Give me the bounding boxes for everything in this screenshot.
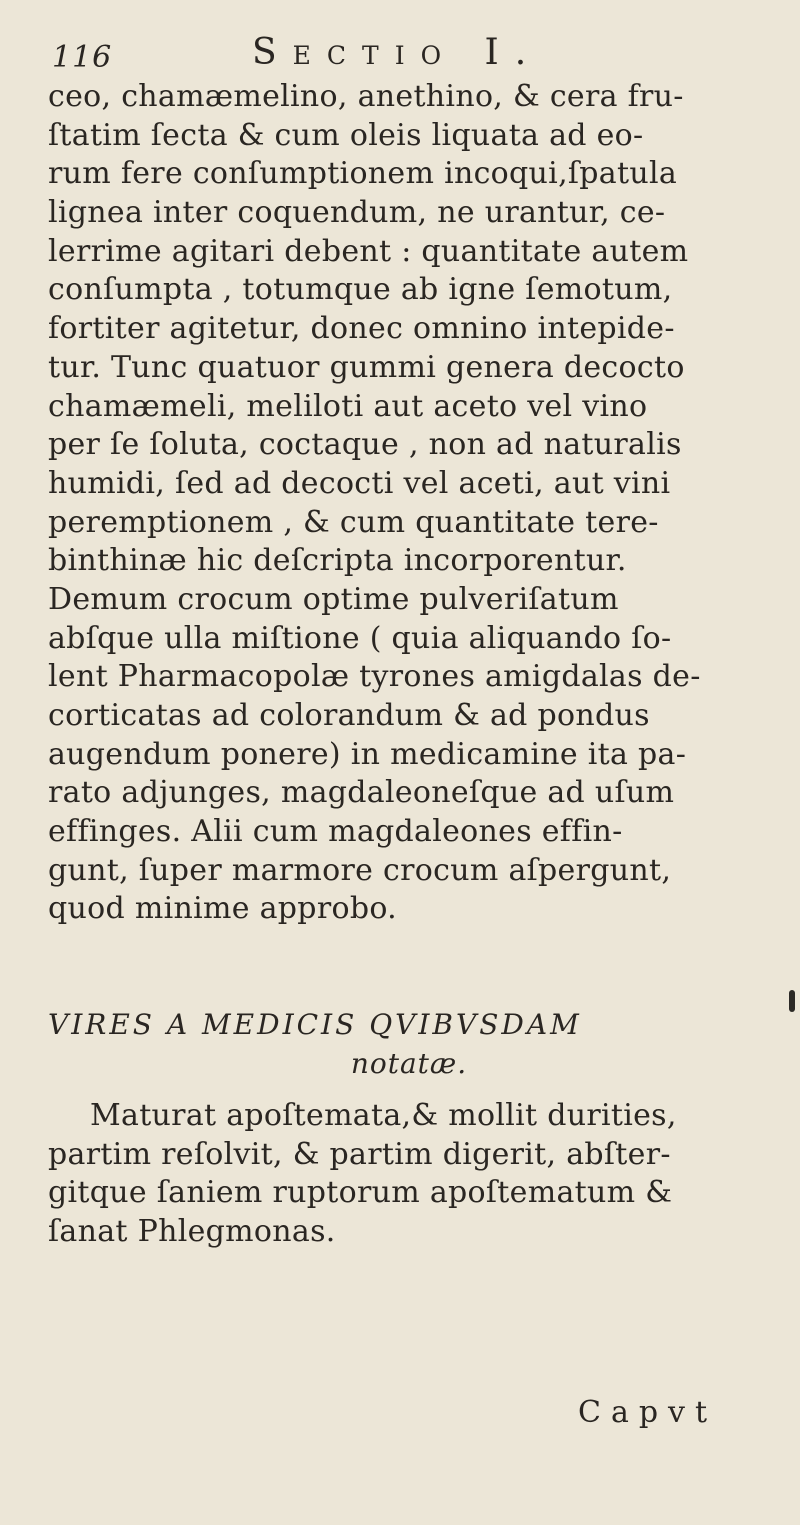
text-line: ſtatim ſecta & cum oleis liquata ad eo- [48, 117, 644, 153]
text-line: rum fere conſumptionem incoqui,ſpatula [48, 156, 678, 192]
ink-mark [789, 990, 795, 1012]
text-line: lent Pharmacopolæ tyrones amigdalas de- [48, 659, 701, 695]
text-line: binthinæ hic deſcripta incorporentur. [48, 543, 627, 579]
text-line: humidi, ſed ad decocti vel aceti, aut vini [48, 465, 671, 501]
heading-subline: notatæ. [350, 1047, 468, 1080]
text-line: corticatas ad colorandum & ad pondus [48, 698, 650, 733]
text-line: peremptionem , & cum quantitate tere- [48, 504, 659, 540]
section-heading [48, 1008, 770, 1080]
catchword: Capvt [578, 1395, 718, 1430]
paragraph-2 [48, 1097, 770, 1252]
text-line: lignea inter coquendum, ne urantur, ce- [48, 195, 666, 231]
text-line: effinges. Alii cum magdaleones effin- [48, 814, 623, 850]
text-line: gunt, ſuper marmore crocum aſpergunt, [48, 852, 672, 888]
text-line: chamæmeli, meliloti aut aceto vel vino [48, 388, 648, 424]
paragraph-1 [48, 78, 770, 929]
text-line: tur. Tunc quatuor gummi genera decocto [48, 349, 685, 385]
text-line: Demum crocum optime pulveriſatum [48, 581, 619, 617]
heading-line: VIRES A MEDICIS QVIBVSDAM [48, 1008, 582, 1041]
text-line: lerrime agitari debent : quantitate autem [48, 233, 689, 269]
text-line: abſque ulla miſtione ( quia aliquando ſo- [48, 620, 672, 656]
running-head [52, 30, 772, 76]
text-line: partim reſolvit, & partim digerit, abſter- [48, 1136, 671, 1172]
text-line: conſumpta , totumque ab igne ſemotum, [48, 272, 673, 308]
section-title: Sectio I. [252, 32, 543, 73]
text-line: per ſe ſoluta, coctaque , non ad naturalis [48, 427, 682, 463]
page-number: 116 [52, 40, 113, 75]
text-line: rato adjunges, magdaleoneſque ad uſum [48, 775, 675, 811]
text-line: ſanat Phlegmonas. [48, 1214, 336, 1250]
text-line: fortiter agitetur, donec omnino intepide- [48, 311, 675, 347]
text-line: gitque ſaniem ruptorum apoſtematum & [48, 1175, 673, 1211]
text-line: augendum ponere) in medicamine ita pa- [48, 736, 687, 772]
text-line: Maturat apoſtemata,& mollit durities, [90, 1098, 677, 1133]
text-line: ceo, chamæmelino, anethino, & cera fru- [48, 79, 684, 114]
text-line: quod minime approbo. [48, 891, 397, 927]
